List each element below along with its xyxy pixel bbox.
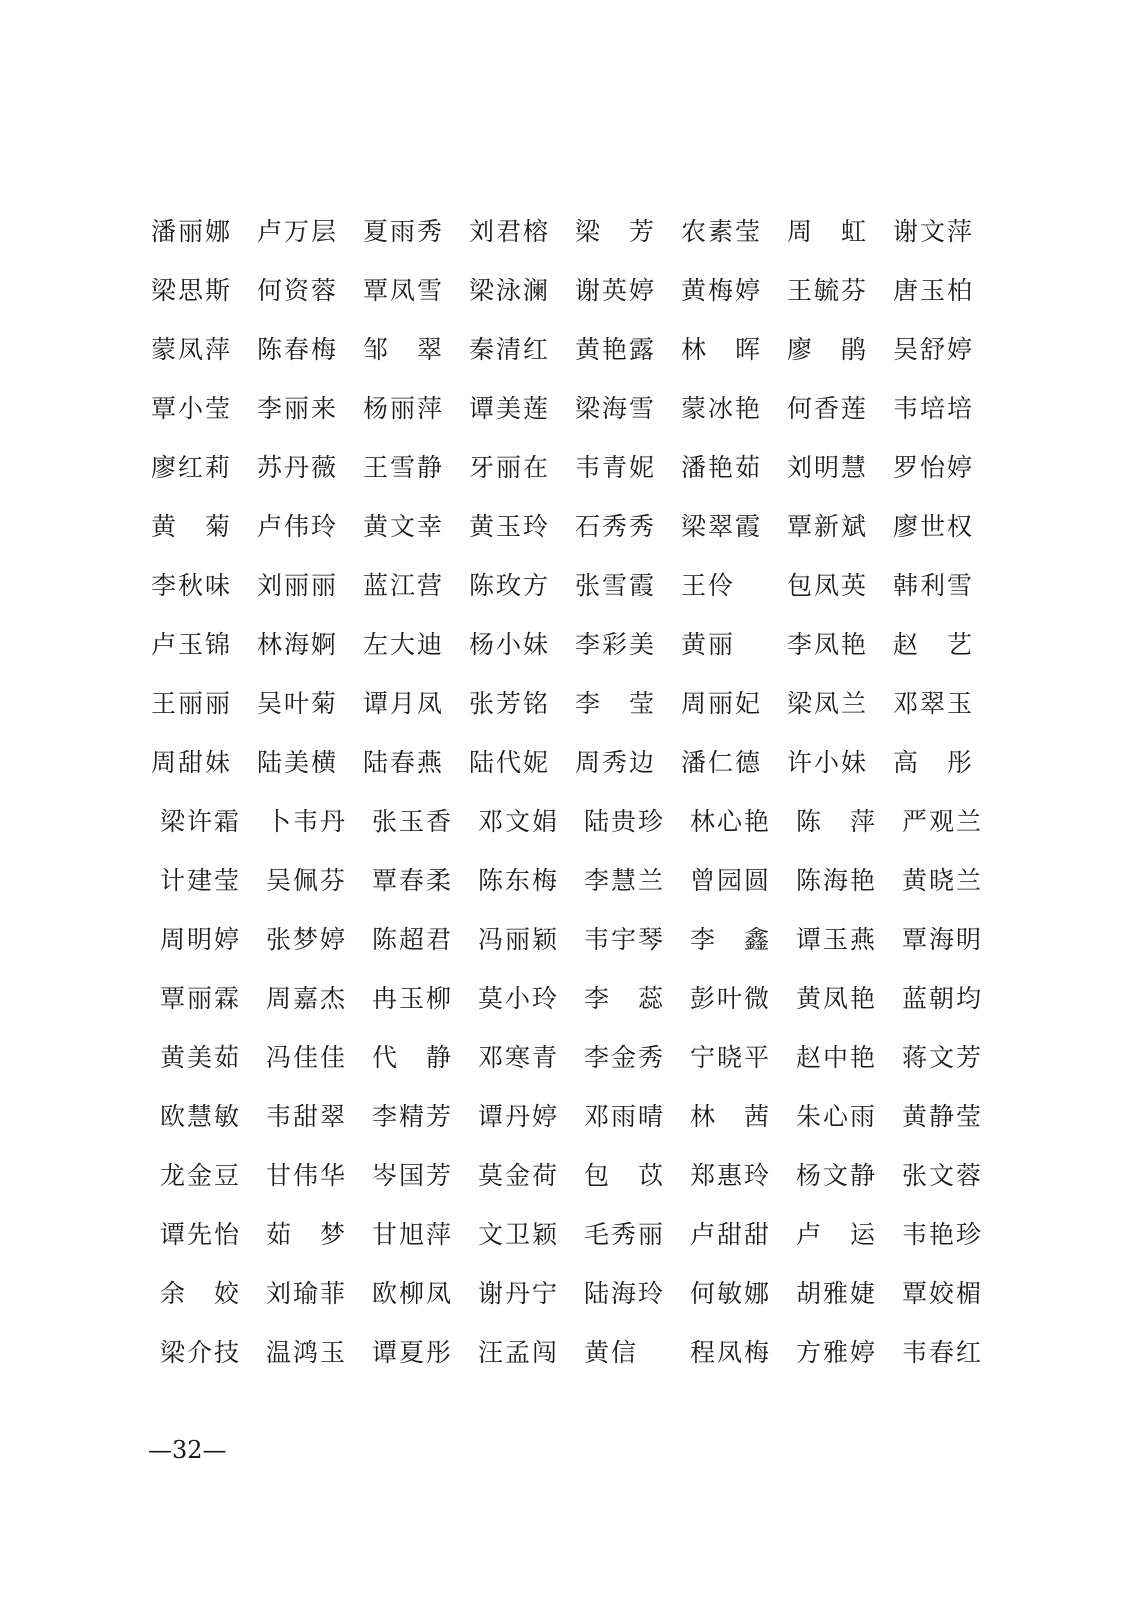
name-row <box>0 438 1131 497</box>
name-entry: 覃新斌 <box>787 512 869 541</box>
name-entry: 卢 运 <box>796 1220 878 1249</box>
name-entry: 梁泳澜 <box>469 276 551 305</box>
name-entry: 王雪静 <box>363 453 445 482</box>
name-entry: 黄艳露 <box>575 335 657 364</box>
name-entry: 林海婀 <box>257 630 339 659</box>
name-entry: 严观兰 <box>902 807 984 836</box>
name-entry: 黄丽 <box>681 630 736 659</box>
name-entry: 何资蓉 <box>257 276 339 305</box>
name-entry: 石秀秀 <box>575 512 657 541</box>
name-entry: 廖世权 <box>893 512 975 541</box>
name-entry: 周甜妹 <box>151 748 233 777</box>
name-entry: 茹 梦 <box>266 1220 348 1249</box>
name-row <box>0 379 1131 438</box>
name-entry: 吴舒婷 <box>893 335 975 364</box>
name-entry: 韦甜翠 <box>266 1102 348 1131</box>
name-entry: 左大迪 <box>363 630 445 659</box>
name-entry: 牙丽在 <box>469 453 551 482</box>
name-entry: 陈超君 <box>372 925 454 954</box>
name-entry: 覃丽霖 <box>160 984 242 1013</box>
name-entry: 陈海艳 <box>796 866 878 895</box>
page-number: —32— <box>148 1436 227 1464</box>
name-row <box>0 497 1131 556</box>
name-entry: 梁 芳 <box>575 217 657 246</box>
name-entry: 卢万层 <box>257 217 339 246</box>
name-entry: 包 苡 <box>584 1161 666 1190</box>
name-entry: 黄信 <box>584 1338 639 1367</box>
name-entry: 夏雨秀 <box>363 217 445 246</box>
name-entry: 韦青妮 <box>575 453 657 482</box>
name-entry: 蓝江营 <box>363 571 445 600</box>
name-entry: 覃凤雪 <box>363 276 445 305</box>
name-entry: 岑国芳 <box>372 1161 454 1190</box>
name-entry: 刘君榕 <box>469 217 551 246</box>
name-entry: 蓝朝均 <box>902 984 984 1013</box>
name-entry: 龙金豆 <box>160 1161 242 1190</box>
name-entry: 朱心雨 <box>796 1102 878 1131</box>
name-entry: 蒙冰艳 <box>681 394 763 423</box>
name-entry: 韦培培 <box>893 394 975 423</box>
name-entry: 廖红莉 <box>151 453 233 482</box>
name-entry: 潘仁德 <box>681 748 763 777</box>
name-row <box>0 202 1131 261</box>
name-row <box>0 261 1131 320</box>
name-entry: 韩利雪 <box>893 571 975 600</box>
name-entry: 张雪霞 <box>575 571 657 600</box>
name-entry: 韦宇琴 <box>584 925 666 954</box>
name-entry: 文卫颖 <box>478 1220 560 1249</box>
name-entry: 莫金荷 <box>478 1161 560 1190</box>
name-entry: 梁海雪 <box>575 394 657 423</box>
name-row <box>0 910 1131 969</box>
name-row <box>0 1028 1131 1087</box>
name-entry: 程凤梅 <box>690 1338 772 1367</box>
name-entry: 邓翠玉 <box>893 689 975 718</box>
name-entry: 梁思斯 <box>151 276 233 305</box>
name-entry: 余 姣 <box>160 1279 242 1308</box>
name-entry: 黄美茹 <box>160 1043 242 1072</box>
name-row <box>0 320 1131 379</box>
name-entry: 刘丽丽 <box>257 571 339 600</box>
name-entry: 王毓芬 <box>787 276 869 305</box>
name-row <box>0 1323 1131 1382</box>
name-row <box>0 969 1131 1028</box>
name-row <box>0 615 1131 674</box>
name-entry: 赵中艳 <box>796 1043 878 1072</box>
name-entry: 林 茜 <box>690 1102 772 1131</box>
name-row <box>0 674 1131 733</box>
name-entry: 曾园圆 <box>690 866 772 895</box>
name-entry: 唐玉柏 <box>893 276 975 305</box>
name-entry: 周明婷 <box>160 925 242 954</box>
name-entry: 韦春红 <box>902 1338 984 1367</box>
name-entry: 欧慧敏 <box>160 1102 242 1131</box>
name-entry: 张梦婷 <box>266 925 348 954</box>
name-entry: 卢甜甜 <box>690 1220 772 1249</box>
name-entry: 谭月凤 <box>363 689 445 718</box>
name-entry: 杨小妹 <box>469 630 551 659</box>
name-entry: 罗怡婷 <box>893 453 975 482</box>
name-entry: 陈东梅 <box>478 866 560 895</box>
name-entry: 宁晓平 <box>690 1043 772 1072</box>
name-entry: 高 彤 <box>893 748 975 777</box>
name-entry: 李彩美 <box>575 630 657 659</box>
name-entry: 谭夏彤 <box>372 1338 454 1367</box>
name-entry: 黄 菊 <box>151 512 233 541</box>
name-entry: 李 蕊 <box>584 984 666 1013</box>
name-entry: 梁许霜 <box>160 807 242 836</box>
name-entry: 刘明慧 <box>787 453 869 482</box>
name-entry: 覃海明 <box>902 925 984 954</box>
name-entry: 苏丹薇 <box>257 453 339 482</box>
name-entry: 计建莹 <box>160 866 242 895</box>
name-entry: 梁凤兰 <box>787 689 869 718</box>
name-entry: 蒙凤萍 <box>151 335 233 364</box>
name-entry: 黄凤艳 <box>796 984 878 1013</box>
name-entry: 李凤艳 <box>787 630 869 659</box>
name-entry: 卜韦丹 <box>266 807 348 836</box>
name-entry: 陆海玲 <box>584 1279 666 1308</box>
name-entry: 黄玉玲 <box>469 512 551 541</box>
name-entry: 冯丽颖 <box>478 925 560 954</box>
name-entry: 梁翠霞 <box>681 512 763 541</box>
name-entry: 刘瑜菲 <box>266 1279 348 1308</box>
name-entry: 何敏娜 <box>690 1279 772 1308</box>
name-row <box>0 1146 1131 1205</box>
name-entry: 冉玉柳 <box>372 984 454 1013</box>
name-entry: 卢伟玲 <box>257 512 339 541</box>
name-row <box>0 792 1131 851</box>
name-entry: 林心艳 <box>690 807 772 836</box>
name-entry: 黄梅婷 <box>681 276 763 305</box>
name-entry: 蒋文芳 <box>902 1043 984 1072</box>
name-entry: 李金秀 <box>584 1043 666 1072</box>
name-entry: 张玉香 <box>372 807 454 836</box>
name-row <box>0 1087 1131 1146</box>
name-entry: 方雅婷 <box>796 1338 878 1367</box>
name-entry: 李 莹 <box>575 689 657 718</box>
name-entry: 吴佩芬 <box>266 866 348 895</box>
name-entry: 吴叶菊 <box>257 689 339 718</box>
name-entry: 莫小玲 <box>478 984 560 1013</box>
name-row <box>0 556 1131 615</box>
name-entry: 周秀边 <box>575 748 657 777</box>
name-entry: 甘旭萍 <box>372 1220 454 1249</box>
name-entry: 何香莲 <box>787 394 869 423</box>
name-entry: 郑惠玲 <box>690 1161 772 1190</box>
name-entry: 陆春燕 <box>363 748 445 777</box>
name-entry: 陆贵珍 <box>584 807 666 836</box>
name-entry: 张文蓉 <box>902 1161 984 1190</box>
name-row <box>0 733 1131 792</box>
name-entry: 欧柳凤 <box>372 1279 454 1308</box>
name-entry: 周丽妃 <box>681 689 763 718</box>
name-entry: 甘伟华 <box>266 1161 348 1190</box>
name-entry: 谭丹婷 <box>478 1102 560 1131</box>
name-entry: 赵 艺 <box>893 630 975 659</box>
name-entry: 周嘉杰 <box>266 984 348 1013</box>
name-entry: 陆美横 <box>257 748 339 777</box>
name-entry: 杨文静 <box>796 1161 878 1190</box>
name-entry: 卢玉锦 <box>151 630 233 659</box>
name-entry: 谢英婷 <box>575 276 657 305</box>
name-entry: 韦艳珍 <box>902 1220 984 1249</box>
name-entry: 谢丹宁 <box>478 1279 560 1308</box>
name-entry: 彭叶微 <box>690 984 772 1013</box>
name-entry: 黄文幸 <box>363 512 445 541</box>
name-entry: 胡雅婕 <box>796 1279 878 1308</box>
name-entry: 毛秀丽 <box>584 1220 666 1249</box>
name-entry: 陈玫方 <box>469 571 551 600</box>
name-entry: 张芳铭 <box>469 689 551 718</box>
name-entry: 覃春柔 <box>372 866 454 895</box>
name-entry: 谭美莲 <box>469 394 551 423</box>
name-entry: 汪孟闯 <box>478 1338 560 1367</box>
name-entry: 李 鑫 <box>690 925 772 954</box>
name-entry: 覃姣楣 <box>902 1279 984 1308</box>
name-entry: 李丽来 <box>257 394 339 423</box>
name-entry: 廖 鹃 <box>787 335 869 364</box>
name-row <box>0 851 1131 910</box>
name-entry: 许小妹 <box>787 748 869 777</box>
name-entry: 陈春梅 <box>257 335 339 364</box>
name-entry: 温鸿玉 <box>266 1338 348 1367</box>
name-entry: 包凤英 <box>787 571 869 600</box>
name-row <box>0 1264 1131 1323</box>
name-entry: 代 静 <box>372 1043 454 1072</box>
name-entry: 邓文娟 <box>478 807 560 836</box>
name-entry: 陆代妮 <box>469 748 551 777</box>
name-entry: 农素莹 <box>681 217 763 246</box>
name-entry: 李慧兰 <box>584 866 666 895</box>
name-entry: 杨丽萍 <box>363 394 445 423</box>
name-entry: 陈 萍 <box>796 807 878 836</box>
name-entry: 谭先怡 <box>160 1220 242 1249</box>
name-entry: 谢文萍 <box>893 217 975 246</box>
name-entry: 黄晓兰 <box>902 866 984 895</box>
name-entry: 林 晖 <box>681 335 763 364</box>
name-entry: 冯佳佳 <box>266 1043 348 1072</box>
name-entry: 王丽丽 <box>151 689 233 718</box>
name-entry: 潘艳茹 <box>681 453 763 482</box>
name-entry: 邓雨晴 <box>584 1102 666 1131</box>
name-entry: 周 虹 <box>787 217 869 246</box>
name-entry: 秦清红 <box>469 335 551 364</box>
name-entry: 谭玉燕 <box>796 925 878 954</box>
name-entry: 王伶 <box>681 571 736 600</box>
name-entry: 梁介技 <box>160 1338 242 1367</box>
name-entry: 潘丽娜 <box>151 217 233 246</box>
name-entry: 黄静莹 <box>902 1102 984 1131</box>
name-list <box>0 202 1131 1382</box>
name-entry: 李秋味 <box>151 571 233 600</box>
name-row <box>0 1205 1131 1264</box>
name-entry: 邓寒青 <box>478 1043 560 1072</box>
name-entry: 李精芳 <box>372 1102 454 1131</box>
name-entry: 邹 翠 <box>363 335 445 364</box>
name-entry: 覃小莹 <box>151 394 233 423</box>
